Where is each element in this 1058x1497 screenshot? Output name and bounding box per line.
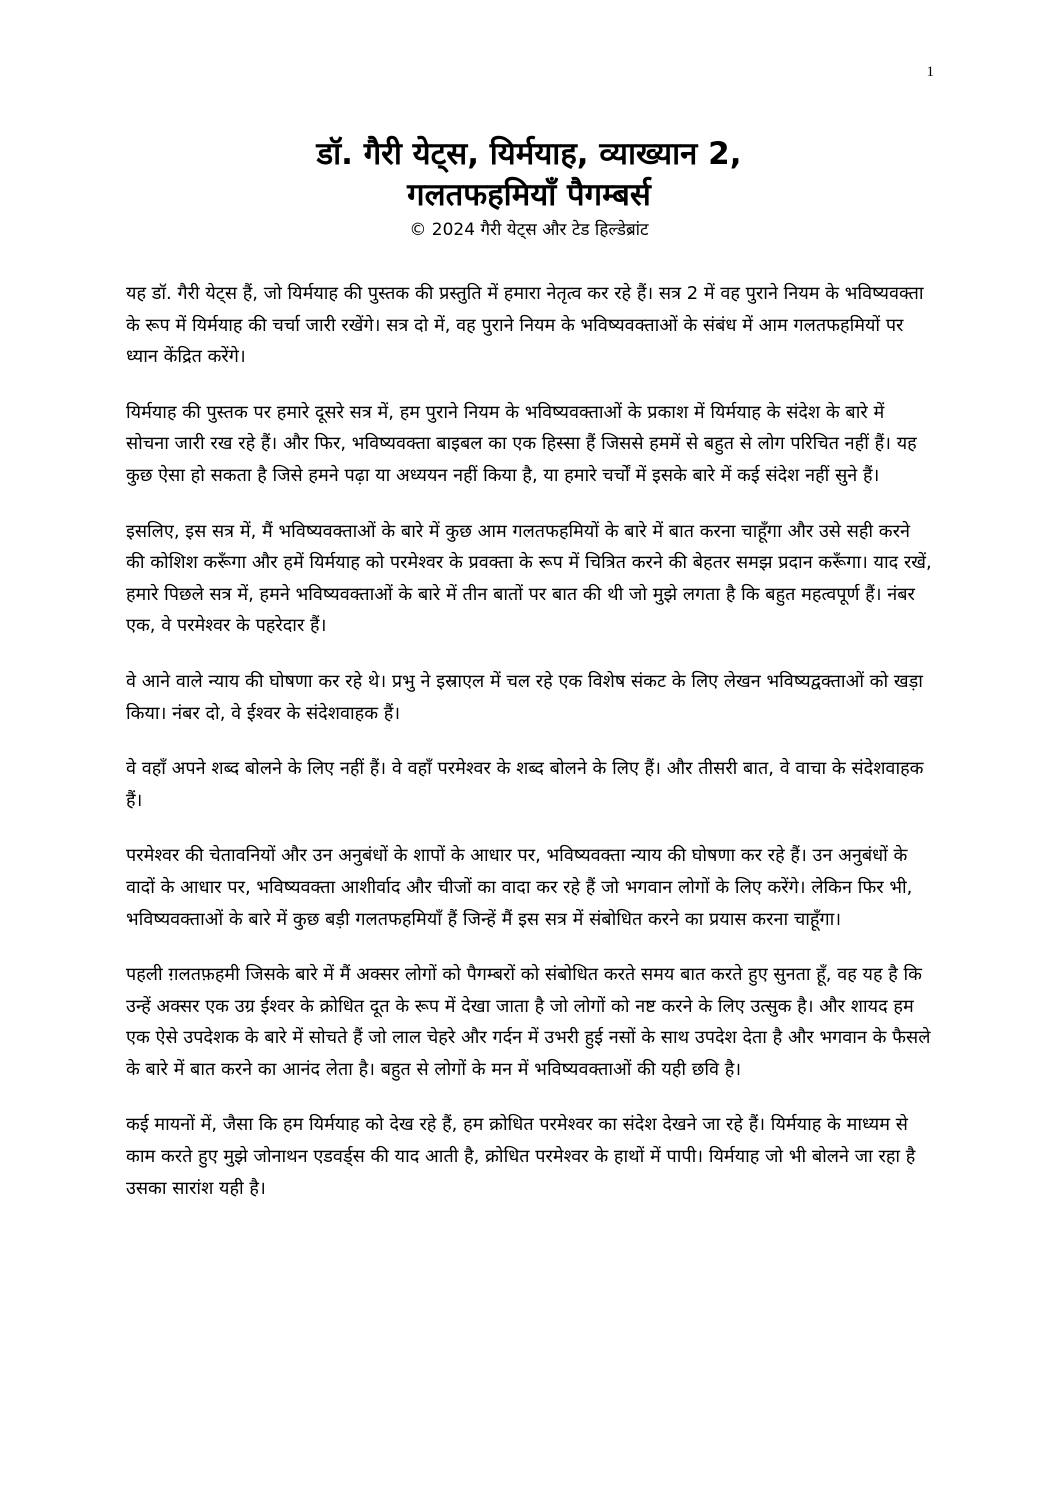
paragraph-8: कई मायनों में, जैसा कि हम यिर्मयाह को देख रहे हैं, हम क्रोधित परमेश्वर का संदेश देखने जा रहे हैं। यिर्मयाह के माध्यम से काम करते हुए मुझे जोनाथन एडवर्ड्स की याद आती है, क्रोधित परमेश्वर के हाथों में पापी। यिर्मयाह जो भी बोलने जा रहा है उसका सारांश यही है। [126, 1114, 916, 1199]
document-body [126, 278, 932, 1228]
paragraph-2: यिर्मयाह की पुस्तक पर हमारे दूसरे सत्र में, हम पुराने नियम के भविष्यवक्ताओं के प्रकाश में यिर्मयाह के संदेश के बारे में सोचना जारी रख रहे हैं। और फिर, भविष्यवक्ता बाइबल का एक हिस्सा हैं जिससे हममें से बहुत से लोग परिचित नहीं हैं। यह कुछ ऐसा हो सकता है जिसे हमने पढ़ा या अध्ययन नहीं किया है, या हमारे चर्चों में इसके बारे में कई संदेश नहीं सुने हैं। [126, 401, 917, 486]
paragraph-1: यह डॉ. गैरी येट्स हैं, जो यिर्मयाह की पुस्तक की प्रस्तुति में हमारा नेतृत्व कर रहे हैं। सत्र 2 में वह पुराने नियम के भविष्यवक्ता के रूप में यिर्मयाह की चर्चा जारी रखेंगे। सत्र दो में, वह पुराने नियम के भविष्यवक्ताओं के संबंध में आम गलतफहमियों पर ध्यान केंद्रित करेंगे। [126, 283, 924, 368]
document-title [126, 134, 932, 216]
title-line-1: डॉ. गैरी येट्स, यिर्मयाह, व्याख्यान 2, [316, 136, 742, 172]
page-number: 1 [926, 64, 934, 80]
paragraph-4: वे आने वाले न्याय की घोषणा कर रहे थे। प्रभु ने इस्राएल में चल रहे एक विशेष संकट के लिए लेखन भविष्यद्वक्ताओं को खड़ा किया। नंबर दो, वे ईश्वर के संदेशवाहक हैं। [126, 670, 923, 724]
copyright-line: © 2024 गैरी येट्स और टेड हिल्डेब्रांट [409, 220, 649, 240]
paragraph-5: वे वहाँ अपने शब्द बोलने के लिए नहीं हैं। वे वहाँ परमेश्वर के शब्द बोलने के लिए हैं। और तीसरी बात, वे वाचा के संदेशवाहक हैं। [126, 758, 924, 811]
paragraph-7: पहली ग़लतफ़हमी जिसके बारे में मैं अक्सर लोगों को पैगम्बरों को संबोधित करते समय बात करते हुए सुनता हूँ, वह यह है कि उन्हें अक्सर एक उग्र ईश्वर के क्रोधित दूत के रूप में देखा जाता है जो लोगों को नष्ट करने के लिए उत्सुक है। और शायद हम एक ऐसे उपदेशक के बारे में सोचते हैं जो लाल चेहरे और गर्दन में उभरी हुई नसों के साथ उपदेश देता है और भगवान के फैसले के बारे में बात करने का आनंद लेता है। बहुत से लोगों के मन में भविष्यवक्ताओं की यही छवि है। [126, 964, 931, 1080]
title-line-2: गलतफहमियाँ पैगम्बर्स [407, 177, 651, 213]
paragraph-3: इसलिए, इस सत्र में, मैं भविष्यवक्ताओं के बारे में कुछ आम गलतफहमियों के बारे में बात करना चाहूँगा और उसे सही करने की कोशिश करूँगा और हमें यिर्मयाह को परमेश्वर के प्रवक्ता के रूप में चित्रित करने की बेहतर समझ प्रदान करूँगा। याद रखें, हमारे पिछले सत्र में, हमने भविष्यवक्ताओं के बारे में तीन बातों पर बात की थी जो मुझे लगता है कि बहुत महत्वपूर्ण हैं। नंबर एक, वे परमेश्वर के पहरेदार हैं। [126, 520, 932, 637]
title-block [126, 134, 932, 242]
paragraph-6: परमेश्वर की चेतावनियों और उन अनुबंधों के शापों के आधार पर, भविष्यवक्ता न्याय की घोषणा कर रहे हैं। उन अनुबंधों के वादों के आधार पर, भविष्यवक्ता आशीर्वाद और चीजों का वादा कर रहे हैं जो भगवान लोगों के लिए करेंगे। लेकिन फिर भी, भविष्यवक्ताओं के बारे में कुछ बड़ी गलतफहमियाँ हैं जिन्हें मैं इस सत्र में संबोधित करने का प्रयास करना चाहूँगा। [126, 845, 913, 930]
